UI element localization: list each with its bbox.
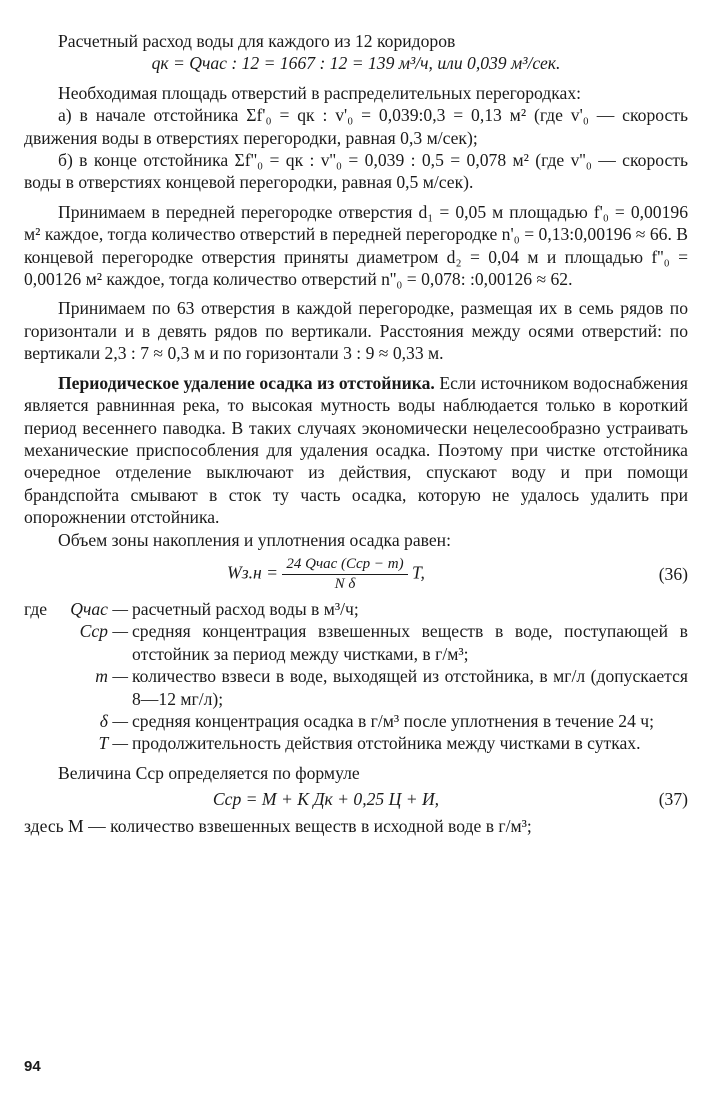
formula-36-right: T,: [412, 562, 425, 583]
paragraph-c-value: Величина Cср определяется по формуле: [58, 762, 360, 783]
def-description: количество взвеси в воде, выходящей из отстойника, в мг/л (допускается 8—12 мг/л);: [132, 666, 688, 709]
formula-36-fraction: [282, 555, 407, 594]
item-b: б) в конце отстойника Σf''₀ = qк : v''₀ = 0,039 : 0,5 = 0,078 м² (где v''₀ — скорость воды в отверстиях концевой перегородки, равная 0,5 м/сек).: [24, 150, 688, 193]
def-symbol: Cср —: [79, 621, 128, 642]
paragraph-volume: Объем зоны накопления и уплотнения осадка равен:: [58, 529, 451, 550]
formula-37: [24, 788, 688, 810]
formula-36-denominator: N δ: [334, 575, 356, 592]
where-label: где: [24, 598, 48, 619]
paragraph-sludge: [24, 372, 688, 529]
def-description: средняя концентрация взвешенных веществ в воде, поступающей в отстойник за период между чистками, в г/м³;: [132, 621, 688, 664]
def-symbol: m —: [95, 666, 128, 687]
formula-36-left: Wз.н =: [227, 562, 278, 583]
formula-36-number: (36): [658, 564, 688, 585]
formula-36: [24, 555, 688, 594]
formula-37-number: (37): [658, 789, 688, 810]
paragraph-here: здесь М — количество взвешенных веществ в исходной воде в г/м³;: [24, 815, 532, 836]
paragraph-openings: Необходимая площадь отверстий в распределительных перегородках:: [58, 82, 582, 103]
section-body: Если источником водоснабжения является равнинная река, то высокая мутность воды наблюдается только в короткий период весеннего паводка. В таких случаях экономически нецелесообразно устраивать механические приспособления для удаления осадка. Поэтому при чистке отстойника очередное отделение выключают из действия, спускают воду и при помощи брандспойта смывают в сток ту часть осадка, которую не удалось удалить при опорожнении отстойника.: [24, 372, 688, 528]
section-heading: Периодическое удаление осадка из отстойника.: [58, 372, 435, 393]
item-a: а) в начале отстойника Σf'₀ = qк : v'₀ = 0,039:0,3 = 0,13 м² (где v'₀ — скорость движения воды в отверстиях перегородки, равная 0,3 м/сек);: [24, 105, 688, 148]
def-description: средняя концентрация осадка в г/м³ после уплотнения в течение 24 ч;: [132, 710, 655, 731]
paragraph-holes: Принимаем в передней перегородке отверстия d₁ = 0,05 м площадью f'₀ = 0,00196 м² каждое, тогда количество отверстий в передней перегородке n'₀ = 0,13:0,00196 ≈ 66. В концевой перегородке отверстия приняты диаметром d₂ = 0,04 м и площадью f''₀ = 0,00126 м² каждое, тогда количество отверстий n''₀ = 0,078: :0,00126 ≈ 62.: [24, 201, 688, 290]
formula-36-numerator: 24 Qчас (Cср − m): [282, 555, 407, 575]
def-description: расчетный расход воды в м³/ч;: [132, 598, 359, 619]
paragraph-rows: Принимаем по 63 отверстия в каждой перегородке, размещая их в семь рядов по горизонтали и в девять рядов по вертикали. Расстояния между осями отверстий: по вертикали 2,3 : 7 ≈ 0,3 м и по горизонтали 3 : 9 ≈ 0,33 м.: [24, 298, 688, 364]
intro-formula: qк = Qчас : 12 = 1667 : 12 = 139 м³/ч, или 0,039 м³/сек.: [151, 53, 561, 74]
def-symbol: δ —: [99, 710, 128, 731]
def-symbol: T —: [98, 733, 128, 754]
definitions-list: [24, 598, 688, 755]
formula-37-body: Cср = М + К Дк + 0,25 Ц + И,: [212, 789, 440, 810]
def-symbol: Qчас —: [70, 598, 128, 619]
intro-line: Расчетный расход воды для каждого из 12 коридоров: [58, 31, 456, 51]
def-description: продолжительность действия отстойника между чистками в сутках.: [132, 733, 641, 754]
page-body: [24, 30, 688, 837]
page-number: 94: [24, 1058, 41, 1075]
